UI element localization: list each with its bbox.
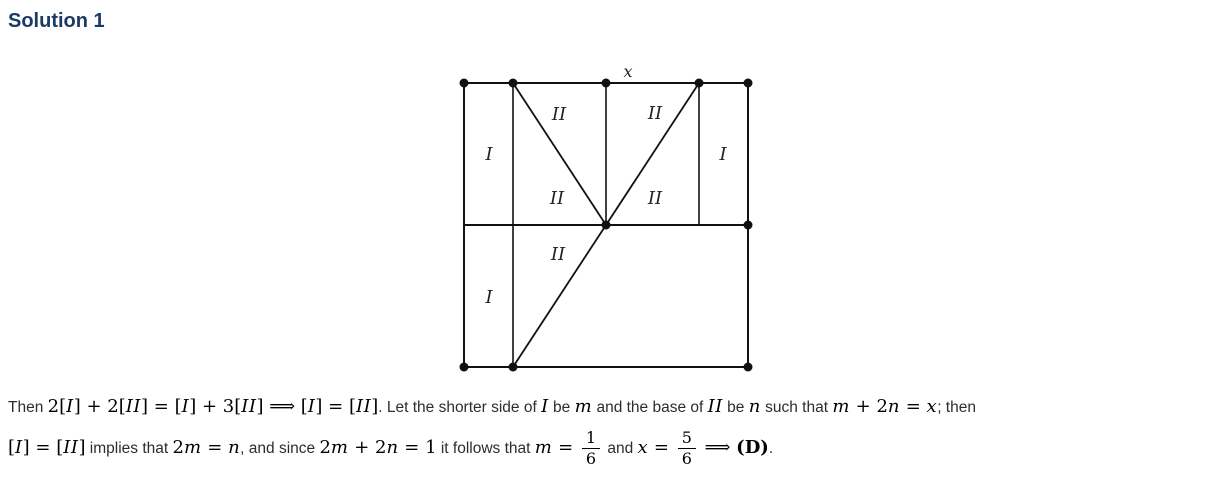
text-segment: and bbox=[603, 440, 638, 457]
text-segment: . bbox=[768, 440, 774, 457]
text-segment: ; then bbox=[937, 399, 976, 416]
region-label: II bbox=[549, 188, 565, 209]
vertex-dot bbox=[460, 363, 469, 372]
math-segment: ⟹ bbox=[698, 437, 737, 458]
math-segment: I bbox=[541, 396, 549, 417]
fraction bbox=[582, 429, 600, 467]
text-segment: implies that bbox=[85, 440, 173, 457]
vertex-dot bbox=[744, 79, 753, 88]
text-segment: and the base of bbox=[592, 399, 708, 416]
math-segment: [I] = [II] bbox=[8, 437, 86, 458]
bold-math-segment: (D) bbox=[736, 437, 769, 458]
region-label: I bbox=[485, 144, 493, 165]
vertex-dot bbox=[602, 221, 611, 230]
fraction bbox=[678, 429, 696, 467]
text-segment: . Let the shorter side of bbox=[378, 399, 542, 416]
geometry-diagram-svg bbox=[440, 58, 770, 383]
text-segment: , and since bbox=[240, 440, 320, 457]
region-label: I bbox=[719, 144, 727, 165]
math-segment: m = bbox=[534, 437, 579, 458]
vertex-dot bbox=[695, 79, 704, 88]
paragraph-line-2 bbox=[8, 424, 1213, 474]
text-segment: be bbox=[548, 399, 575, 416]
region-label: I bbox=[485, 287, 493, 308]
math-segment: x = bbox=[637, 437, 675, 458]
vertex-dot bbox=[460, 79, 469, 88]
math-segment: 2[I] + 2[II] = [I] + 3[II] ⟹ [I] = [II] bbox=[47, 396, 379, 417]
text-segment: such that bbox=[760, 399, 833, 416]
region-label: II bbox=[647, 103, 663, 124]
solution-paragraph bbox=[8, 392, 1213, 474]
solution-heading: Solution 1 bbox=[8, 10, 105, 32]
math-segment: II bbox=[707, 396, 723, 417]
region-label: II bbox=[550, 244, 566, 265]
fraction-denominator: 6 bbox=[678, 448, 696, 467]
region-label: II bbox=[551, 104, 567, 125]
fraction-numerator: 1 bbox=[585, 428, 597, 448]
paragraph-line-1 bbox=[8, 392, 1213, 422]
fraction-numerator: 5 bbox=[681, 428, 692, 448]
math-segment: 2m = n bbox=[172, 437, 241, 458]
math-segment: n bbox=[748, 396, 761, 417]
vertex-dot bbox=[509, 79, 518, 88]
vertex-dot bbox=[509, 363, 518, 372]
vertex-dot bbox=[744, 221, 753, 230]
region-label: x bbox=[623, 62, 633, 81]
math-segment: m + 2n = x bbox=[832, 396, 938, 417]
vertex-dot bbox=[744, 363, 753, 372]
text-segment: be bbox=[722, 399, 749, 416]
text-segment: Then bbox=[8, 399, 48, 416]
math-segment: 2m + 2n = 1 bbox=[319, 437, 437, 458]
vertex-dot bbox=[602, 79, 611, 88]
math-segment: m bbox=[574, 396, 593, 417]
fraction-denominator: 6 bbox=[582, 448, 600, 467]
text-segment: it follows that bbox=[436, 440, 535, 457]
region-label: II bbox=[647, 188, 663, 209]
geometry-diagram bbox=[440, 58, 770, 383]
